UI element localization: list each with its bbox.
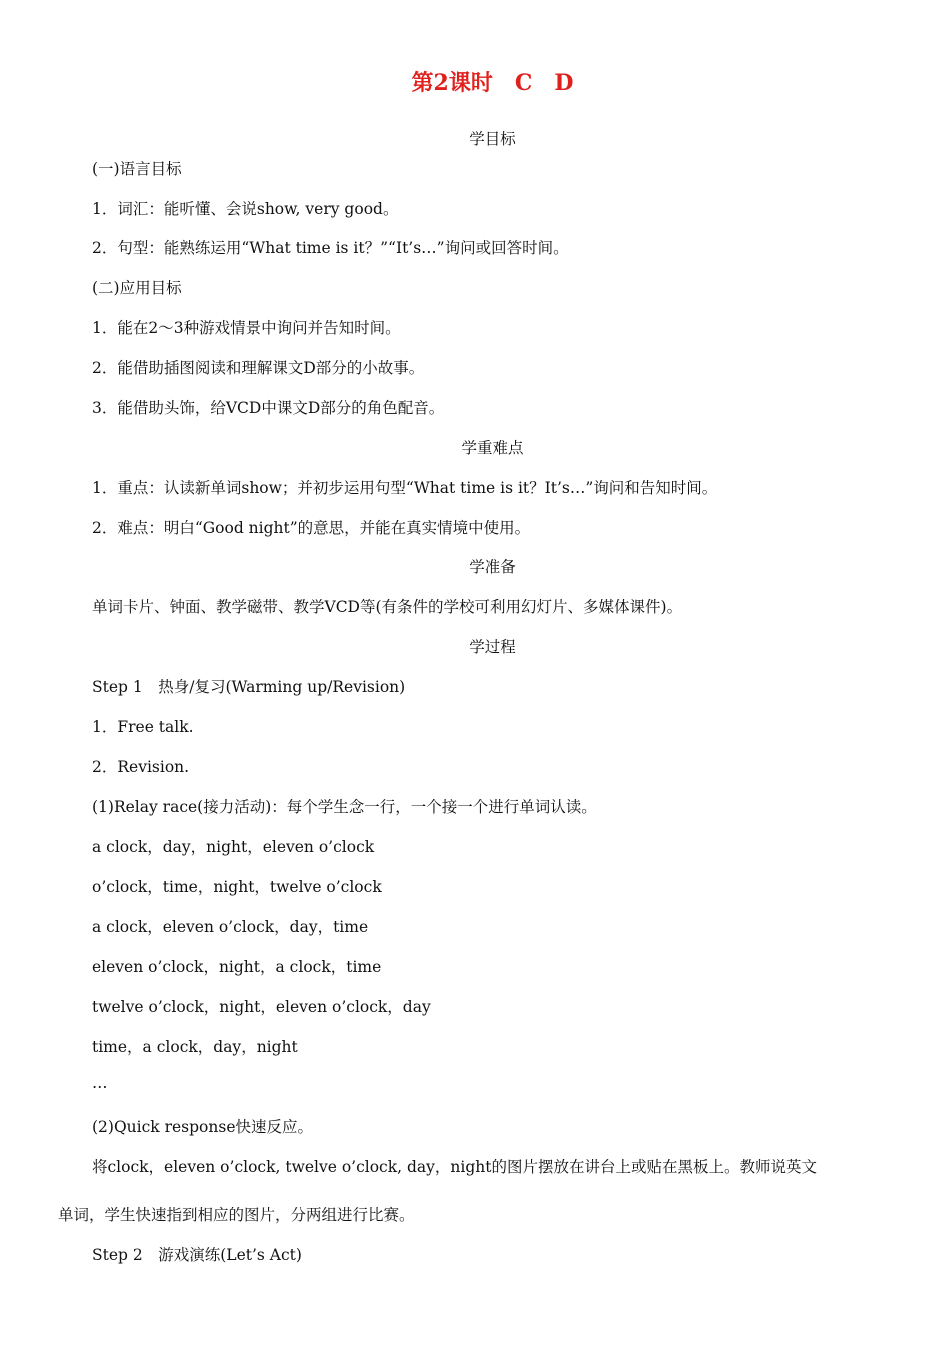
section-heading-objectives: 学目标 [469,130,516,148]
free-talk: 1．Free talk. [92,718,194,736]
application-objectives-heading: (二)应用目标 [92,279,182,297]
word-line: eleven o’clock，night，a clock，time [92,958,382,976]
step-1-heading: Step 1 热身/复习(Warming up/Revision) [92,678,406,696]
word-line: a clock，day，night，eleven o’clock [92,838,375,856]
application-objective-2: 2．能借助插图阅读和理解课文D部分的小故事。 [92,359,425,377]
language-objective-2: 2．句型：能熟练运用“What time is it？”“It’s…”询问或回答时间。 [92,239,569,257]
revision: 2．Revision. [92,758,190,776]
section-heading-process: 学过程 [469,638,516,656]
word-line: a clock，eleven o’clock，day，time [92,918,369,936]
quick-response: (2)Quick response快速反应。 [92,1118,314,1136]
lesson-title: 第2课时 C D [411,70,574,96]
word-line: time，a clock，day，night [92,1038,298,1056]
quick-response-description-continued: 单词，学生快速指到相应的图片，分两组进行比赛。 [58,1206,415,1224]
relay-race: (1)Relay race(接力活动)：每个学生念一行，一个接一个进行单词认读。 [92,798,597,816]
step-2-heading: Step 2 游戏演练(Let’s Act) [92,1246,302,1264]
preparation-text: 单词卡片、钟面、教学磁带、教学VCD等(有条件的学校可利用幻灯片、多媒体课件)。 [92,598,683,616]
language-objectives-heading: (一)语言目标 [92,160,182,178]
ellipsis: … [92,1074,108,1092]
application-objective-3: 3．能借助头饰，给VCD中课文D部分的角色配音。 [92,399,445,417]
word-line: twelve o’clock，night，eleven o’clock，day [92,998,431,1016]
section-heading-preparation: 学准备 [469,558,516,576]
language-objective-1: 1．词汇：能听懂、会说show, very good。 [92,200,399,218]
key-point-1: 1．重点：认读新单词show；并初步运用句型“What time is it？It’s…”询问和告知时间。 [92,479,718,497]
key-point-2: 2．难点：明白“Good night”的意思，并能在真实情境中使用。 [92,519,531,537]
application-objective-1: 1．能在2～3种游戏情景中询问并告知时间。 [92,319,401,337]
word-line: o’clock，time，night，twelve o’clock [92,878,382,896]
quick-response-description: 将clock，eleven o’clock, twelve o’clock, day，night的图片摆放在讲台上或贴在黑板上。教师说英文 [92,1158,817,1176]
section-heading-key-points: 学重难点 [461,439,524,457]
